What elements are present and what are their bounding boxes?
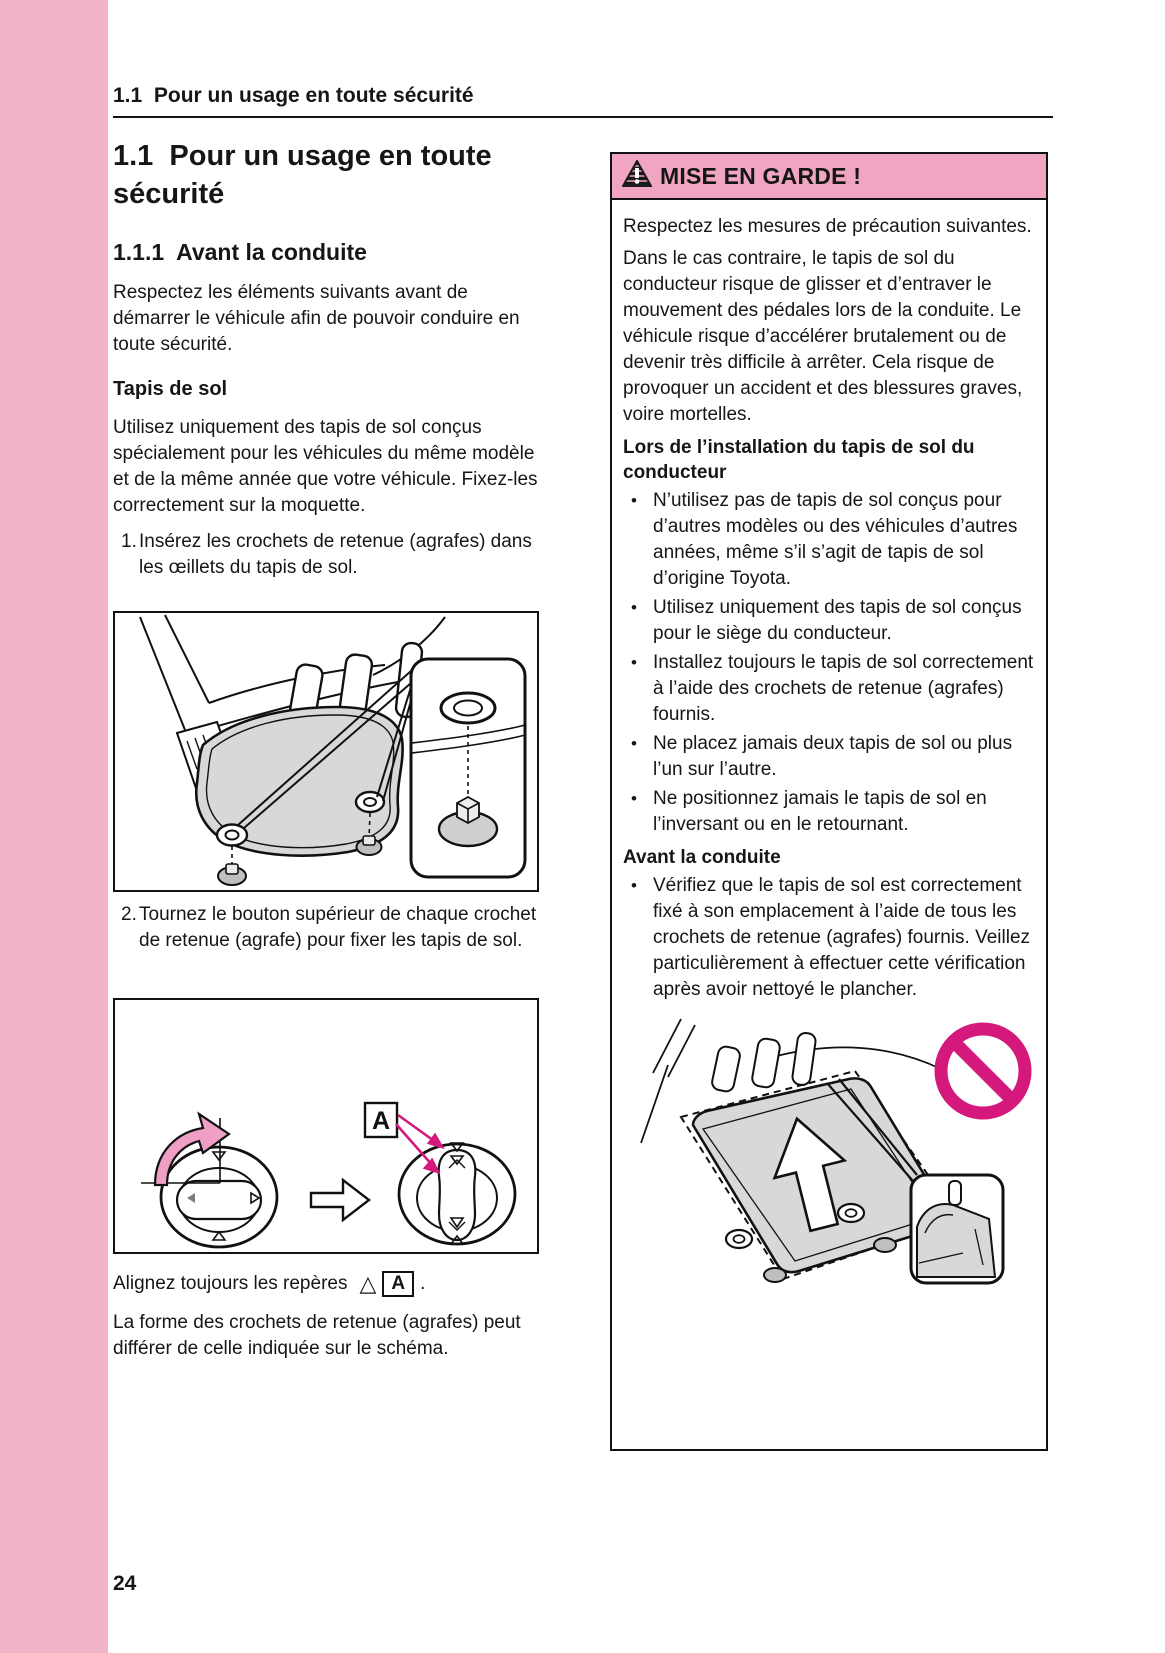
triangle-mark-glyph: △ [359, 1271, 377, 1297]
warning-bullet: • N’utilisez pas de tapis de sol conçus pour d’autres modèles ou des véhicules d’autres années, même s’il s’agit de tapis de sol d’origine Toyota. [623, 488, 1035, 592]
corner-inset [911, 1175, 1003, 1283]
floor-mat-heading: Tapis de sol [113, 378, 228, 401]
left-column [113, 138, 539, 1362]
page-number: 24 [113, 1572, 137, 1595]
warning-title: MISE EN GARDE ! [660, 162, 862, 189]
mat-hooks-illustration [115, 613, 537, 890]
page-title: 1.1 Pour un usage en toute sécurité [113, 140, 500, 210]
align-text: Alignez toujours les repères [113, 1273, 348, 1295]
warning-bullet: • Ne positionnez jamais le tapis de sol en l’inversant ou en le retournant. [623, 786, 1035, 838]
boxed-A-glyph: A [382, 1271, 414, 1297]
knob-turn-illustration [115, 1000, 537, 1252]
step-number: 1. [121, 531, 137, 553]
running-header: 1.1 Pour un usage en toute sécurité [113, 84, 474, 107]
floor-mat-paragraph: Utilisez uniquement des tapis de sol conçus spécialement pour les véhicules du même modèle et de la même année que votre véhicule. Fixez-les correctement sur la moquette. [113, 417, 538, 517]
subsection-title: 1.1.1 Avant la conduite [113, 239, 367, 266]
warning-intro-1: Respectez les mesures de précaution suivantes. [623, 216, 1032, 237]
warning-bullet: • Vérifiez que le tapis de sol est correctement fixé à son emplacement à l’aide de tous les crochets de retenue (agrafes) fournis. Veillez particulièrement à effectuer cette vérification après avoir nettoyé le plancher. [623, 873, 1035, 1003]
step-2 [113, 902, 539, 954]
label-A-text: A [371, 1107, 391, 1136]
warning-header [612, 154, 1046, 200]
right-knob [399, 1143, 515, 1244]
warning-bullet: • Ne placez jamais deux tapis de sol ou plus l’un sur l’autre. [623, 731, 1035, 783]
floor-mat [196, 707, 402, 856]
detail-inset [411, 659, 525, 877]
pedals [711, 1032, 817, 1093]
header-rule [113, 116, 1053, 118]
warning-bullet: • Installez toujours le tapis de sol correctement à l’aide des crochets de retenue (agrafes) fournis. [623, 650, 1035, 728]
align-marks-line [113, 1270, 539, 1298]
warning-body [612, 200, 1046, 1306]
warning-subheading-install: Lors de l’installation du tapis de sol du conducteur [623, 437, 975, 483]
figure-prohibited-placement [623, 1013, 1035, 1306]
figure-mat-hooks [113, 611, 539, 892]
no-entry-circle-slash-icon [941, 1029, 1025, 1113]
step-text: Insérez les crochets de retenue (agrafes) dans les œillets du tapis de sol. [139, 531, 532, 579]
warning-triangle-icon [622, 160, 652, 192]
warning-intro-2: Dans le cas contraire, le tapis de sol du conducteur risque de glisser et d’entraver le mouvement des pédales lors de la conduite. Le véhicule risque d’accélérer brutalement ou de devenir très difficile à arrêter. Cela risque de provoquer un accident et des blessures graves, voire mortelles. [623, 248, 1023, 425]
step-number: 2. [121, 904, 137, 926]
block-arrow-right-icon [311, 1180, 369, 1220]
step-text: Tournez le bouton supérieur de chaque crochet de retenue (agrafe) pour fixer les tapis de sol. [139, 904, 537, 952]
warning-bullet: • Utilisez uniquement des tapis de sol conçus pour le siège du conducteur. [623, 595, 1035, 647]
page-edge-band [0, 0, 108, 1653]
align-period: . [420, 1273, 426, 1295]
warning-box [610, 152, 1048, 1451]
prohibited-placement-illustration [623, 1013, 1035, 1301]
figure-knob-turn [113, 998, 539, 1254]
step-1 [113, 529, 539, 581]
intro-paragraph: Respectez les éléments suivants avant de démarrer le véhicule afin de pouvoir conduire en toute sécurité. [113, 282, 520, 356]
warning-bullet-list-install [623, 488, 1035, 838]
shape-note-paragraph: La forme des crochets de retenue (agrafes) peut différer de celle indiquée sur le schéma. [113, 1312, 521, 1360]
warning-subheading-before-driving: Avant la conduite [623, 847, 781, 868]
left-knob [161, 1147, 277, 1247]
label-A-callout [365, 1103, 442, 1172]
warning-bullet-list-before-driving [623, 873, 1035, 1003]
